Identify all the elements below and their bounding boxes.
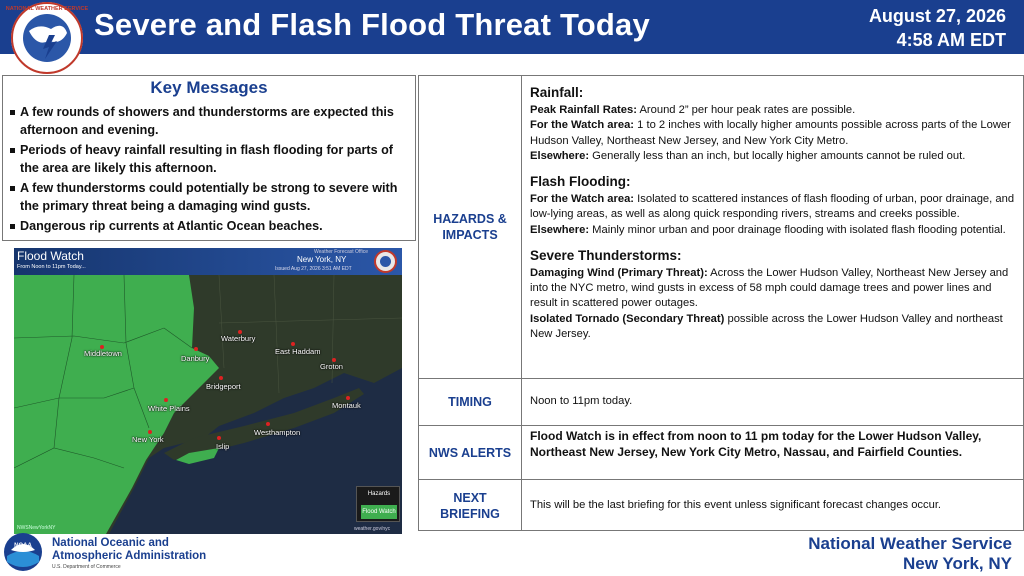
key-message-item: Periods of heavy rainfall resulting in flash flooding for parts of the area are likely this afternoon.	[9, 142, 413, 177]
key-message-item: Dangerous rip currents at Atlantic Ocean beaches.	[9, 218, 413, 236]
key-messages-title: Key Messages	[150, 78, 268, 97]
table-row-alerts	[419, 426, 1023, 480]
table-row-hazards	[419, 76, 1023, 379]
city-label: Danbury	[181, 354, 210, 363]
map-title: Flood Watch	[17, 249, 84, 263]
city-label: Westhampton	[254, 428, 301, 437]
map-issued: Issued Aug 27, 2026 3:51 AM EDT	[275, 266, 352, 272]
severe-storms-title: Severe Thunderstorms:	[530, 247, 682, 263]
noaa-name	[52, 537, 206, 563]
city-label: New York	[132, 435, 164, 444]
flash-flooding-title: Flash Flooding:	[530, 174, 631, 190]
city-label: Waterbury	[221, 334, 256, 343]
city-marker	[164, 398, 168, 402]
briefing-time: 4:58 AM EDT	[896, 30, 1006, 50]
city-label: Groton	[320, 362, 343, 371]
rainfall-elsewhere: Elsewhere: Generally less than an inch, but locally higher amounts cannot be ruled out.	[530, 149, 966, 162]
nws-logo	[5, 1, 89, 75]
key-message-item: A few rounds of showers and thunderstorms are expected this afternoon and evening.	[9, 104, 413, 139]
map-subtitle: From Noon to 11pm Today...	[17, 264, 86, 270]
table-row-next-briefing	[419, 480, 1023, 531]
city-marker	[346, 396, 350, 400]
city-label: Montauk	[332, 401, 361, 410]
flash-elsewhere: Elsewhere: Mainly minor urban and poor drainage flooding with isolated flash flooding potential.	[530, 223, 1006, 236]
noaa-name-line1: National Oceanic and	[52, 537, 169, 549]
map-office-tag: Weather Forecast Office	[314, 249, 369, 255]
nws-name: National Weather Service	[808, 534, 1012, 553]
rainfall-peak: Peak Rainfall Rates: Around 2” per hour peak rates are possible.	[530, 104, 856, 117]
header-datetime	[869, 4, 1006, 52]
severe-wind: Damaging Wind (Primary Threat): Across the Lower Hudson Valley, Northeast New Jersey and into the NYC metro, wind gusts in excess of 58 mph could damage trees and power lines and result in scattered power outages.	[530, 267, 1009, 310]
svg-text:NATIONAL WEATHER SERVICE: NATIONAL WEATHER SERVICE	[5, 6, 89, 12]
hazards-body	[523, 76, 1023, 378]
key-messages-panel	[2, 75, 416, 241]
city-marker	[217, 436, 221, 440]
map-legend	[356, 486, 400, 522]
city-marker	[219, 376, 223, 380]
next-briefing-label: NEXT BRIEFING	[419, 480, 522, 531]
city-marker	[291, 342, 295, 346]
map-graphic	[14, 248, 402, 534]
nws-office: New York, NY	[903, 554, 1012, 573]
flood-watch-map	[14, 248, 402, 534]
alerts-label: NWS ALERTS	[419, 426, 522, 479]
page-title: Severe and Flash Flood Threat Today	[94, 7, 650, 42]
header-bar	[0, 0, 1024, 54]
flash-watch: For the Watch area: Isolated to scattered instances of flash flooding of urban, poor drainage, and low-lying areas, as well as along quick responding rivers, streams and creeks possible.	[530, 193, 1015, 221]
noaa-name-line2: Atmospheric Administration	[52, 550, 207, 562]
table-row-timing	[419, 379, 1023, 426]
city-label: White Plains	[148, 404, 190, 413]
rainfall-title: Rainfall:	[530, 85, 584, 100]
timing-body: Noon to 11pm today.	[530, 395, 633, 408]
timing-label: TIMING	[419, 379, 522, 425]
severe-tornado: Isolated Tornado (Secondary Threat) possible across the Lower Hudson Valley and northeast New Jersey.	[530, 312, 1003, 340]
rainfall-watch: For the Watch area: 1 to 2 inches with locally higher amounts possible across parts of the Lower Hudson Valley, Northeast New Jersey, and New York City Metro.	[530, 119, 1011, 147]
city-marker	[148, 430, 152, 434]
map-footer-url: weather.gov/nyc	[354, 526, 391, 532]
next-briefing-body: This will be the last briefing for this event unless significant forecast changes occur.	[530, 498, 942, 511]
city-label: Middletown	[84, 349, 122, 358]
map-office: New York, NY	[297, 255, 347, 264]
key-message-item: A few thunderstorms could potentially be strong to severe with the primary threat being a damaging wind gusts.	[9, 180, 413, 215]
legend-title: Hazards	[367, 491, 391, 497]
hazards-label: HAZARDS & IMPACTS	[419, 76, 522, 378]
nws-office-signature	[808, 534, 1012, 574]
svg-text:NOAA: NOAA	[14, 543, 32, 549]
noaa-logo	[3, 532, 43, 572]
legend-item-flood-watch: Flood Watch	[361, 505, 397, 519]
noaa-department: U.S. Department of Commerce	[52, 564, 121, 570]
alerts-body: Flood Watch is in effect from noon to 11 pm today for the Lower Hudson Valley, Northeast New Jersey, New York City Metro, Nassau, and Fairfield Counties.	[530, 429, 982, 459]
key-messages-list	[9, 104, 413, 239]
city-label: Bridgeport	[206, 382, 241, 391]
city-label: East Haddam	[275, 347, 321, 356]
nws-mini-logo-icon	[374, 250, 397, 273]
briefing-date: August 27, 2026	[868, 6, 1006, 26]
map-footer-social: NWSNewYorkNY	[17, 525, 56, 531]
city-label: Islip	[216, 442, 230, 451]
city-marker	[266, 422, 270, 426]
briefing-table	[418, 75, 1024, 531]
city-marker	[194, 347, 198, 351]
